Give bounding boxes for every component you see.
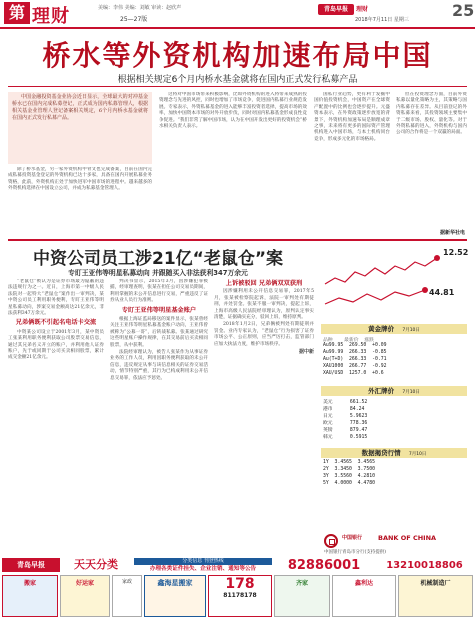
index-value-1: 12.52 <box>443 248 469 257</box>
market-marker-1 <box>434 255 440 261</box>
article2-body3: 判决书显示，2015年3月，因涉嫌犯罪被捕，经审理查明，张某在担任公司交易员期间，利用掌握的未公开信息进行交易，严重违反了证券从业人员行为准则。 <box>110 279 208 304</box>
ad-box-title: 鑫海星搬家 <box>157 579 193 587</box>
article1-col3 <box>314 92 390 237</box>
article1-col2 <box>159 92 307 237</box>
lead-paragraph: 中国金融投资基金业协会近日显示，全球最大的对冲基金桥水已在国内完成私募登记，正式成为国内私募管理人，根据相关基金业管理人登记备案相关规定，6个月内桥水基金就将在国内正式发行私募产品。 <box>12 94 148 121</box>
deposit-date: 7月10日 <box>408 452 427 457</box>
ad-box <box>2 575 58 617</box>
ad-box-title: 鑫利达 <box>354 580 373 587</box>
article1-col2-text: 这将对中国市场带来积极影响，比如外资机构的进入将带来成熟的投资理念与先进的风控，同时也增加了市场竞争，促进国内私募行业规范发展。专家表示，外资私募基金的进入能够丰富投资者选择，提高市场的效率，加快中国资本市场的对外开放步伐，同时对国内私募基金形成良性竞争促进。“我们非常了解中国市场，认为在中国开发出更好的投资机会”桥水相关负责人表示。 <box>159 92 307 130</box>
ad-notice-service: 办理各类证件挂失、企业注销、通知等公告 <box>149 566 257 572</box>
bank-name-cn: 中国银行 <box>342 535 363 541</box>
fx-row: 港币 84.24 <box>323 407 365 412</box>
ad-box-phone: 81178178 <box>223 592 257 599</box>
subheadline-foreign-funds: 根据相关规定6个月内桥水基金就将在国内正式发行私募产品 <box>117 75 358 85</box>
article2-body2: 中资某公司设立于2001年3月，某中资员工张某利用职务便利获取公司股票交易信息，通过其兄弟名义开立的账户，并利用他人证券账户，先于或同期于公司买卖相同股票，累计成交金额21亿余元。 <box>8 329 104 361</box>
page-range: 25—27版 <box>120 16 148 23</box>
article1-col4-text: 但在投资理念方面，目前外资私募以量化策略为主，其策略与国内私募存在差异。从目前登记的外资私募来看，其投资领域主要集中于二级市场、股权、量化等。对于外资私募的进入，外资机构与国内公司的合作将是一个双赢的局面。 <box>396 92 467 136</box>
ad-brand: 青岛早报 <box>2 558 60 572</box>
bank-of-china-logo <box>322 532 466 556</box>
article2-body7: 2018年1月2日，兄弟俩被判处有期徒刑并罚金。业内专家认为，“老鼠仓”行为损害了证券市场公平、公正原则，应当严厉打击，监管部门应加大执法力度，维护市场秩序。 <box>214 322 314 347</box>
ad-slogan: 分类信息 刊登热线 <box>134 558 272 565</box>
gold-row: Au(T+D) 266.33 -0.71 <box>323 357 387 362</box>
market-marker-2 <box>422 287 428 293</box>
gold-date: 7月10日 <box>402 328 420 333</box>
article1-credit: 据新华社电 <box>440 230 466 236</box>
ad-box <box>398 575 473 617</box>
ad-mobile: 13210018806 <box>386 560 463 571</box>
deposit-title: 数据揭贷行情 <box>361 449 401 457</box>
fx-row: 韩元 0.5915 <box>323 435 368 440</box>
fx-row: 英镑 879.47 <box>323 428 368 433</box>
fx-row: 欧元 778.36 <box>323 421 368 426</box>
subheadline-rat-trading: 专盯王亚伟等明星私募动向 并跟随买入非法获利347万余元 <box>68 269 248 277</box>
ad-box <box>208 575 272 617</box>
bank-sponsor: 中国银行青岛市分行(支持提供) <box>324 550 387 555</box>
header-rule <box>0 27 475 29</box>
headline-foreign-funds: 桥水等外资机构加速布局中国 <box>42 39 433 72</box>
section-divider <box>8 239 467 241</box>
article2-credit: 据中新 <box>298 349 314 356</box>
article2-col2 <box>110 279 208 555</box>
ad-box-title: 机械制造厂 <box>420 580 451 587</box>
bank-emblem-icon <box>324 534 338 548</box>
ad-box <box>274 575 330 617</box>
fx-price-header <box>321 386 467 396</box>
gold-title: 黄金牌价 <box>368 325 395 333</box>
ad-box-title: 搬家 <box>23 580 36 587</box>
deposit-header <box>321 448 467 458</box>
gold-price-header <box>321 324 467 334</box>
article1-col1-text: 除了桥水基金，另一家外资机构甲骨文也完成备案，目前在国内完成私募投资基金登记的外资机构已达十多家，具备在国内开展私募业务资格，此前，外资机构正处于加快进军中国市场的进程中。越来越多的外资机构选择在中国设立公司，并成为私募基金管理人。 <box>8 167 152 192</box>
deposit-row: 2Y 3.3450 3.7500 <box>323 467 375 472</box>
fx-row: 日元 5.9623 <box>323 414 368 419</box>
ad-box <box>112 575 142 617</box>
ad-brand-sub: 天天分类 <box>74 558 118 571</box>
article2-subhead3: 上诉被驳回 兄弟俩双双获刑 <box>225 280 303 287</box>
fx-title: 外汇牌价 <box>368 387 395 395</box>
divider <box>8 86 467 87</box>
article2-col1 <box>8 279 104 555</box>
ad-box <box>60 575 110 617</box>
article2-body6: 因涉嫌利用未公开信息交易罪，2017年5月，张某被检察院起诉，法院一审判处有期徒刑，并处罚金。张某不服一审判决，提起上诉，上海市高级人民法院经审理认为，原判认定事实清楚，证据确实充分，驳回上诉，维持原判。 <box>214 289 314 321</box>
fx-date: 7月10日 <box>402 390 420 395</box>
article1-col1 <box>8 167 152 237</box>
article2-body5: 法院经审理认为，被告人张某作为从事证券业务的工作人员，利用因职务便利获取的未公开信息，违反规定从事与该信息相关的证券交易活动，情节特别严重，其行为已构成利用未公开信息交易罪，依法应予惩处。 <box>110 350 208 381</box>
article2-body4: 根据上海证监局移送的案件显示，张某曾经关注王亚伟等明星私募基金账户动向，王亚伟曾被称为“公募一哥”，后转战私募。张某通过研究这些明星账户操作规律，在其交易前后买卖相同股票，从中获利。 <box>110 317 208 348</box>
ad-box-title: 齐家 <box>295 580 308 587</box>
ad-box <box>144 575 206 617</box>
market-line-1 <box>325 258 437 284</box>
gold-row: Au99.99 266.33 -0.85 <box>323 350 387 355</box>
editors-credit: 美编：李伟 美编：刘敏 审读：赵欣声 <box>98 5 182 11</box>
page-header <box>0 0 475 28</box>
deposit-row: 5Y 4.0000 4.4780 <box>323 481 375 486</box>
bank-name-en: BANK OF CHINA <box>378 534 437 542</box>
article2-subhead1: 兄弟俩既不引起名电话卡交流 <box>15 319 97 327</box>
article1-col3-text: 国私行业趋势，更有利于发掘中国价值投资机会，中国资产在全球资产配置中的比例也会逐步提升。元盛资本表示，在外资政策逐步放宽的背景下，外资机构加速布局是顺理成章之事，未来将有更多的国际资产管理机构进入中国市场，与本土机构同台竞争，形成多元化的市场格局。 <box>314 92 390 142</box>
fx-row: 美元 661.52 <box>323 400 368 405</box>
page-number: 25 <box>452 1 475 20</box>
gold-row: XAU1000 266.77 -0.92 <box>323 364 387 369</box>
ad-phone: 82886001 <box>287 558 361 573</box>
article2-subhead2: 专盯王亚伟等明星基金账户 <box>121 306 197 314</box>
gold-row: XAU/USD 1257.0 +0.6 <box>323 371 384 376</box>
classified-ads <box>0 558 475 620</box>
section-title: 理财 <box>32 6 70 27</box>
section-badge: 第 <box>4 2 30 24</box>
header-section-name: 理财 <box>356 6 369 13</box>
ad-box-title: 178 <box>225 576 255 592</box>
newspaper-logo: 青岛早报 <box>318 4 354 15</box>
deposit-row: 3Y 3.5560 4.2810 <box>323 474 375 479</box>
gold-row: Au99.95 269.50 +0.09 <box>323 343 387 348</box>
headline-rat-trading: 中资公司员工涉21亿“老鼠仓”案 <box>32 249 283 269</box>
gold-table-header: 品种 最新价 涨跌 <box>323 338 374 343</box>
ad-box-title: 家政 <box>121 579 132 585</box>
ad-box-title: 好运家 <box>75 580 94 587</box>
market-panel <box>321 244 467 544</box>
ad-box <box>332 575 396 617</box>
article2-body1: “老鼠仓”被认为是证券市场最为隐蔽的违法违规行为之一。近日，上海市第一中级人民法院对一起特大“老鼠仓”案作出一审判决，某中资公司员工利用职务便利，专盯王亚伟等明星私募动向，涉案交易金额高达21亿余元，非法获利347万余元。 <box>8 279 104 317</box>
deposit-row: 1Y 3.4565 3.4565 <box>323 460 375 465</box>
index-value-2: 44.81 <box>429 288 455 297</box>
issue-date: 2018年7月11日 星期三 <box>355 17 409 23</box>
article2-col3 <box>214 279 314 555</box>
lead-paragraph-box <box>8 92 152 164</box>
market-line-2 <box>325 290 425 304</box>
article1-col4 <box>396 92 467 228</box>
